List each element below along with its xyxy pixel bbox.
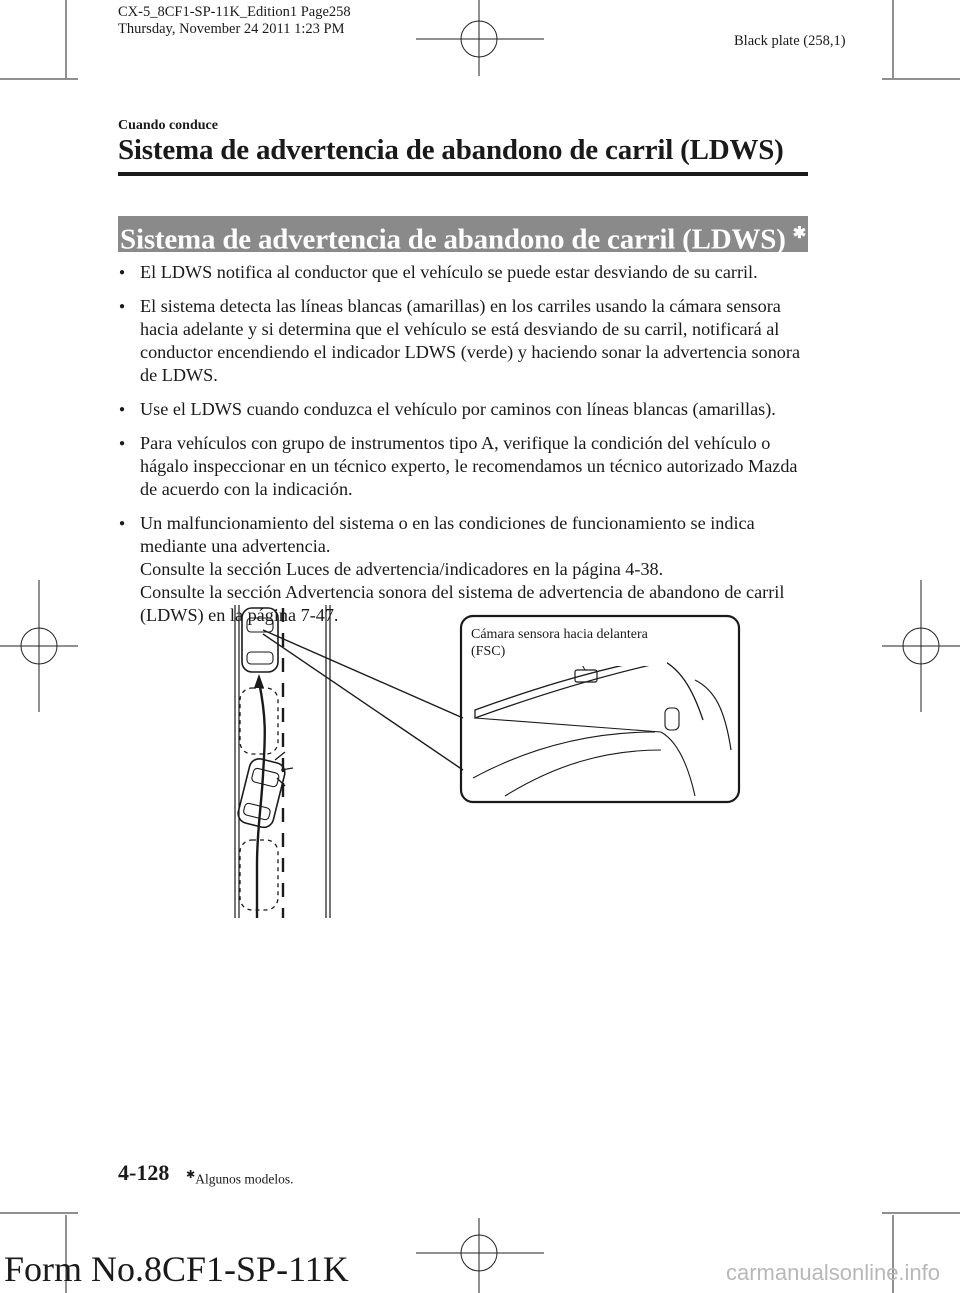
watermark: carmanualsonline.info [726,1260,941,1285]
cross-reference: Consulte la sección Advertencia sonora del sistema de advertencia de abandono de carril (LDWS) en la página 7-47. [140,582,785,625]
camera-callout-label [471,626,648,660]
list-item [118,295,810,387]
print-file-line: CX-5_8CF1-SP-11K_Edition1 Page258 [118,4,351,20]
section-label: Cuando conduce [118,118,218,133]
bullet-text: Para vehículos con grupo de instrumentos tipo A, verifique la condición del vehículo o hágalo inspeccionar en un técnico experto, le recomendamos un técnico autorizado Mazda de acuerdo con la indicación. [140,433,798,499]
bullet-text: El LDWS notifica al conductor que el vehículo se puede estar desviando de su carril. [140,262,758,282]
footnote-text: Algunos modelos. [195,1171,294,1187]
form-number: Form No.8CF1-SP-11K [4,1249,349,1289]
callout-line-1: Cámara sensora hacia delantera [471,627,648,642]
page-title: Sistema de advertencia de abandono de carril (LDWS) [118,134,784,166]
callout-line-2: (FSC) [471,644,506,659]
title-rule [118,172,808,176]
plate-label: Black plate (258,1) [734,33,846,49]
page-number: 4-128 [118,1160,170,1185]
bullet-text: Use el LDWS cuando conduzca el vehículo por caminos con líneas blancas (amarillas). [140,399,776,419]
cross-reference: Consulte la sección Luces de advertencia/indicadores en la página 4-38. [140,559,664,579]
model-marker-icon: ✱ [792,225,806,242]
list-item [118,261,810,284]
list-item [118,398,810,421]
bullet-text: Un malfuncionamiento del sistema o en las condiciones de funcionamiento se indica mediante una advertencia. [140,513,755,556]
banner-title: Sistema de advertencia de abandono de carril (LDWS) [120,223,786,256]
list-item [118,432,810,501]
footnote [186,1168,293,1188]
bullet-list [118,261,810,638]
section-banner [118,216,808,256]
print-date-line: Thursday, November 24 2011 1:23 PM [118,21,345,37]
bullet-text: El sistema detecta las líneas blancas (amarillas) en los carriles usando la cámara sensora hacia adelante y si determina que el vehículo se está desviando de su carril, notificará al conductor encendiendo el indicador LDWS (verde) y haciendo sonar la advertencia sonora de LDWS. [140,296,801,385]
footnote-marker-icon: ✱ [186,1169,196,1181]
